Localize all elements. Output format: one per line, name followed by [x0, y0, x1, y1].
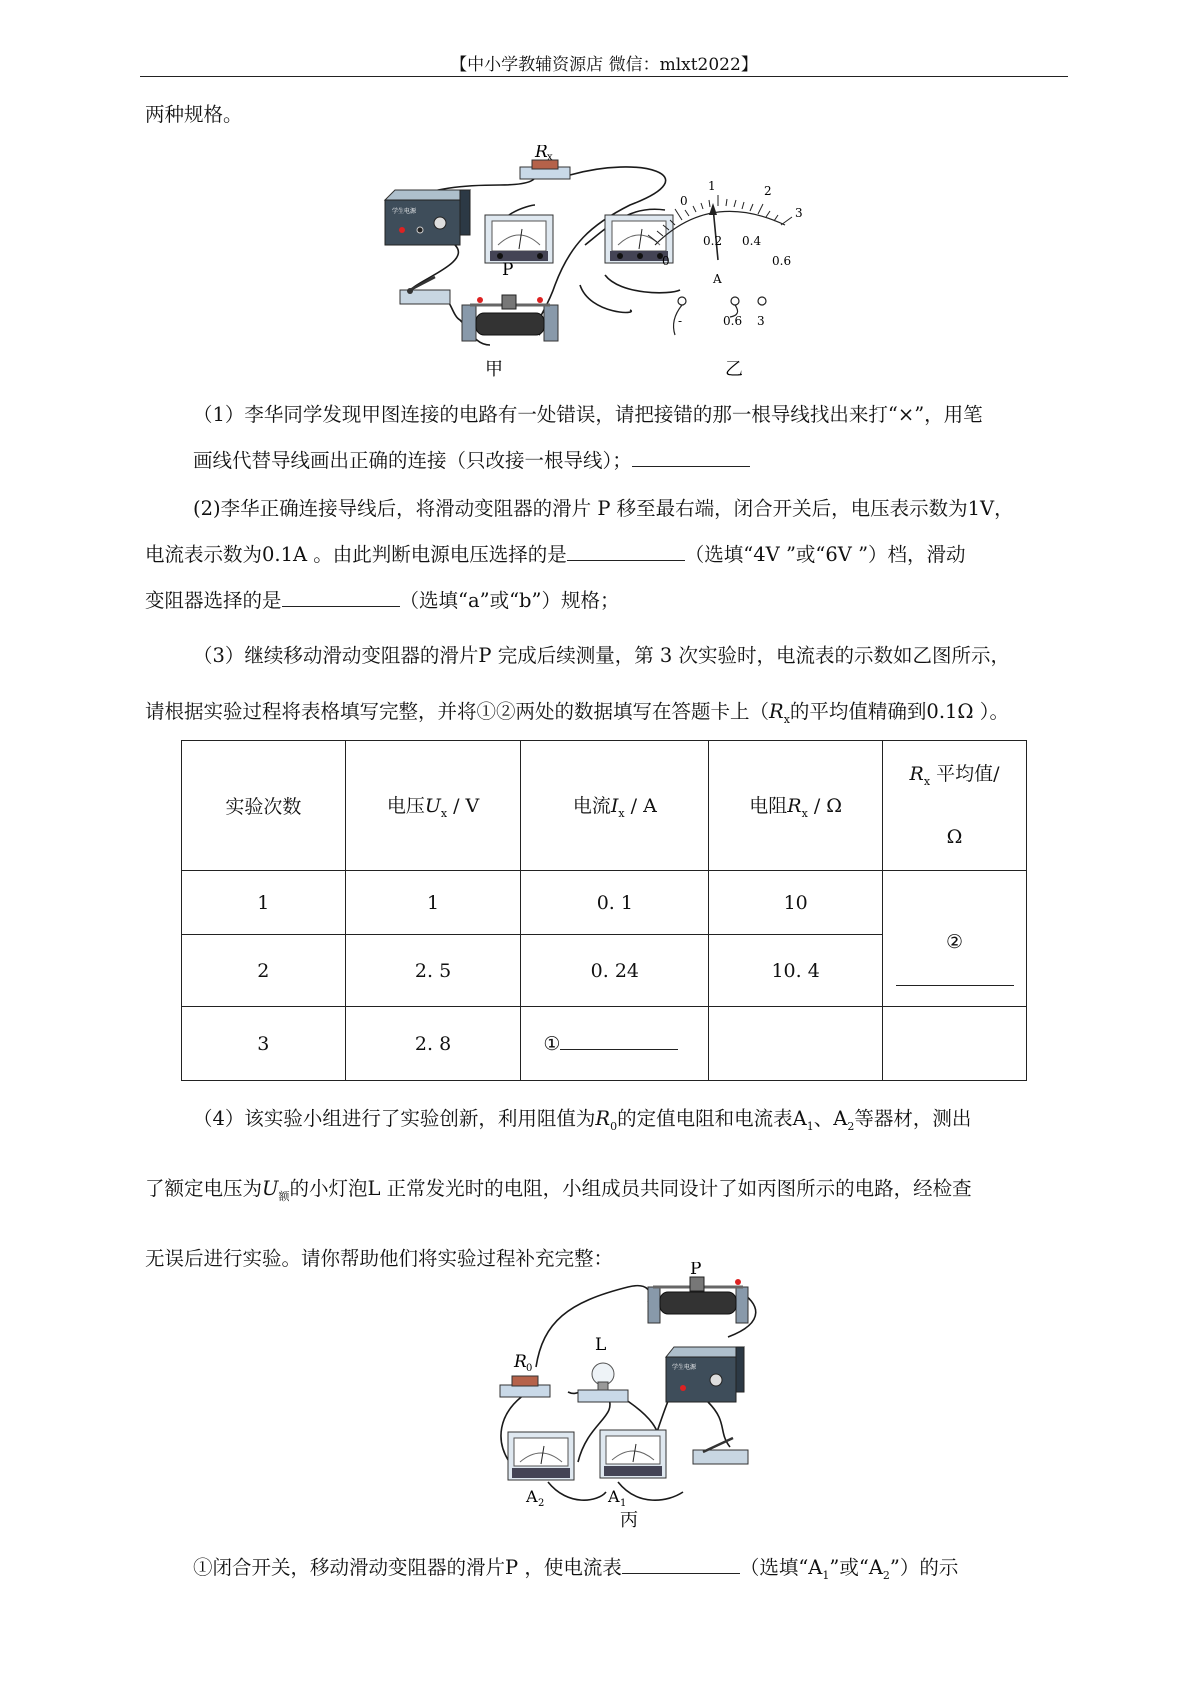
power-supply-icon — [666, 1347, 744, 1402]
average-marker: ② — [945, 931, 964, 953]
r0-sub: 0 — [526, 1363, 533, 1374]
header-current: 电流$I_x$ / A — [521, 741, 709, 871]
dial-bottom-06: 0.6 — [772, 254, 792, 268]
row2-trial: 2 — [182, 935, 346, 1007]
a2-sub: 2 — [538, 1498, 545, 1509]
header-voltage: 电压$U_x$ / V — [345, 741, 521, 871]
row2-voltage: 2. 5 — [345, 935, 521, 1007]
a1-sub: 1 — [620, 1498, 627, 1509]
header-trial: 实验次数 — [182, 741, 346, 871]
voltmeter-icon — [485, 215, 553, 263]
switch-icon — [693, 1438, 748, 1464]
ammeter-a1-icon — [600, 1430, 666, 1478]
row1-trial: 1 — [182, 871, 346, 935]
header-average: $R_x$ 平均值/ Ω — [883, 741, 1027, 871]
lamp-icon — [578, 1363, 628, 1402]
average-cell[interactable] — [883, 871, 1027, 1007]
dial-bottom-02: 0.2 — [703, 234, 723, 248]
step-1: ①闭合开关，移动滑动变阻器的滑片P ，使电流表 （选填“$A_1$”或“$A_2$”）的示 — [193, 1556, 959, 1582]
q2-line2: 电流表示数为0.1A 。由此判断电源电压选择的是 （选填“4V ”或“6V ”）档，滑动 — [145, 543, 966, 566]
q1-answer-blank[interactable] — [632, 448, 750, 467]
caption-bing: 丙 — [620, 1510, 638, 1530]
table-row — [182, 1007, 1027, 1081]
ammeter-a2-icon — [508, 1432, 574, 1480]
table-row — [182, 871, 1027, 935]
question-3 — [145, 628, 1065, 748]
question-2 — [145, 486, 1065, 624]
rheostat-icon — [648, 1277, 748, 1323]
a1-label: A — [608, 1487, 620, 1506]
row3-voltage: 2. 8 — [345, 1007, 521, 1081]
data-table — [181, 740, 1027, 1081]
row2-current: 0. 24 — [521, 935, 709, 1007]
terminal-3: 3 — [757, 314, 765, 328]
caption-yi: 乙 — [725, 359, 743, 380]
r0-label: R — [514, 1352, 527, 1372]
r0-resistor-icon — [500, 1376, 550, 1397]
row3-resistance — [709, 1007, 883, 1081]
dial-bottom-0: 0 — [662, 254, 670, 268]
question-4 — [145, 1088, 1065, 1290]
caption-jia: 甲 — [485, 359, 503, 380]
slider-p-label: P — [502, 260, 514, 280]
q2-rheostat-blank[interactable] — [282, 588, 400, 607]
q4-line3: 无误后进行实验。请你帮助他们将实验过程补充完整： — [145, 1246, 614, 1270]
q3-line1: （3）继续移动滑动变阻器的滑片P 完成后续测量，第 3 次实验时，电流表的示数如乙图所示， — [193, 644, 1011, 667]
current-blank[interactable] — [560, 1035, 678, 1050]
question-1 — [145, 392, 1065, 484]
fig3-p-label: P — [690, 1262, 702, 1279]
row3-current[interactable]: ① — [521, 1007, 709, 1081]
row1-resistance: 10 — [709, 871, 883, 935]
header-resistance: 电阻$R_x$ / Ω — [709, 741, 883, 871]
q4-line2: 了额定电压为$U_额$的小灯泡L 正常发光时的电阻，小组成员共同设计了如丙图所示的电路，经检查 — [145, 1176, 972, 1203]
dial-top-0: 0 — [680, 194, 688, 208]
q1-line2: 画线代替导线画出正确的连接（只改接一根导线）； — [145, 438, 1065, 484]
lamp-label: L — [595, 1335, 607, 1355]
table-header-row — [182, 741, 1027, 871]
power-supply-icon — [385, 190, 470, 245]
rx-label: R — [535, 145, 548, 162]
header-rule — [140, 76, 1068, 77]
dial-top-1: 1 — [708, 179, 716, 193]
rheostat-icon — [462, 295, 558, 341]
switch-icon — [400, 277, 450, 304]
page-header: 【中小学教辅资源店 微信：mlxt2022】 — [450, 55, 758, 75]
supply-label: 学生电源 — [392, 208, 417, 215]
q2-line3: 变阻器选择的是 （选填“a”或“b”）规格； — [145, 589, 620, 612]
dial-unit: A — [713, 272, 722, 286]
fig3-supply-label: 学生电源 — [672, 1364, 697, 1371]
step1-meter-blank[interactable] — [622, 1555, 740, 1574]
intro-tail: 两种规格。 — [145, 103, 243, 126]
dial-top-2: 2 — [764, 184, 772, 198]
rx-resistor-icon — [520, 160, 570, 179]
a2-label: A — [526, 1487, 538, 1506]
row1-current: 0. 1 — [521, 871, 709, 935]
q3-line2: 请根据实验过程将表格填写完整，并将①②两处的数据填写在答题卡上（$R_x$的平均值精确到0.1Ω ）。 — [145, 700, 1010, 726]
average-blank[interactable] — [896, 971, 1014, 986]
row2-resistance: 10. 4 — [709, 935, 883, 1007]
figure-1 — [380, 145, 900, 385]
row3-trial: 3 — [182, 1007, 346, 1081]
row3-average-empty — [883, 1007, 1027, 1081]
row1-voltage: 1 — [345, 871, 521, 935]
figure-3 — [488, 1262, 778, 1530]
q1-line1: （1）李华同学发现甲图连接的电路有一处错误，请把接错的那一根导线找出来打“×”，用笔 — [193, 403, 983, 426]
terminal-06: 0.6 — [723, 314, 743, 328]
q4-line1: （4）该实验小组进行了实验创新，利用阻值为$R_0$的定值电阻和电流表$A_1$、$A_2$等器材，测出 — [193, 1107, 972, 1133]
q2-line1: (2)李华正确连接导线后，将滑动变阻器的滑片 P 移至最右端，闭合开关后，电压表示数为1V， — [193, 497, 1014, 520]
dial-bottom-04: 0.4 — [742, 234, 762, 248]
rx-sub: x — [547, 152, 553, 163]
terminal-minus: - — [678, 314, 683, 328]
dial-top-3: 3 — [795, 206, 803, 220]
q2-voltage-blank[interactable] — [567, 542, 685, 561]
